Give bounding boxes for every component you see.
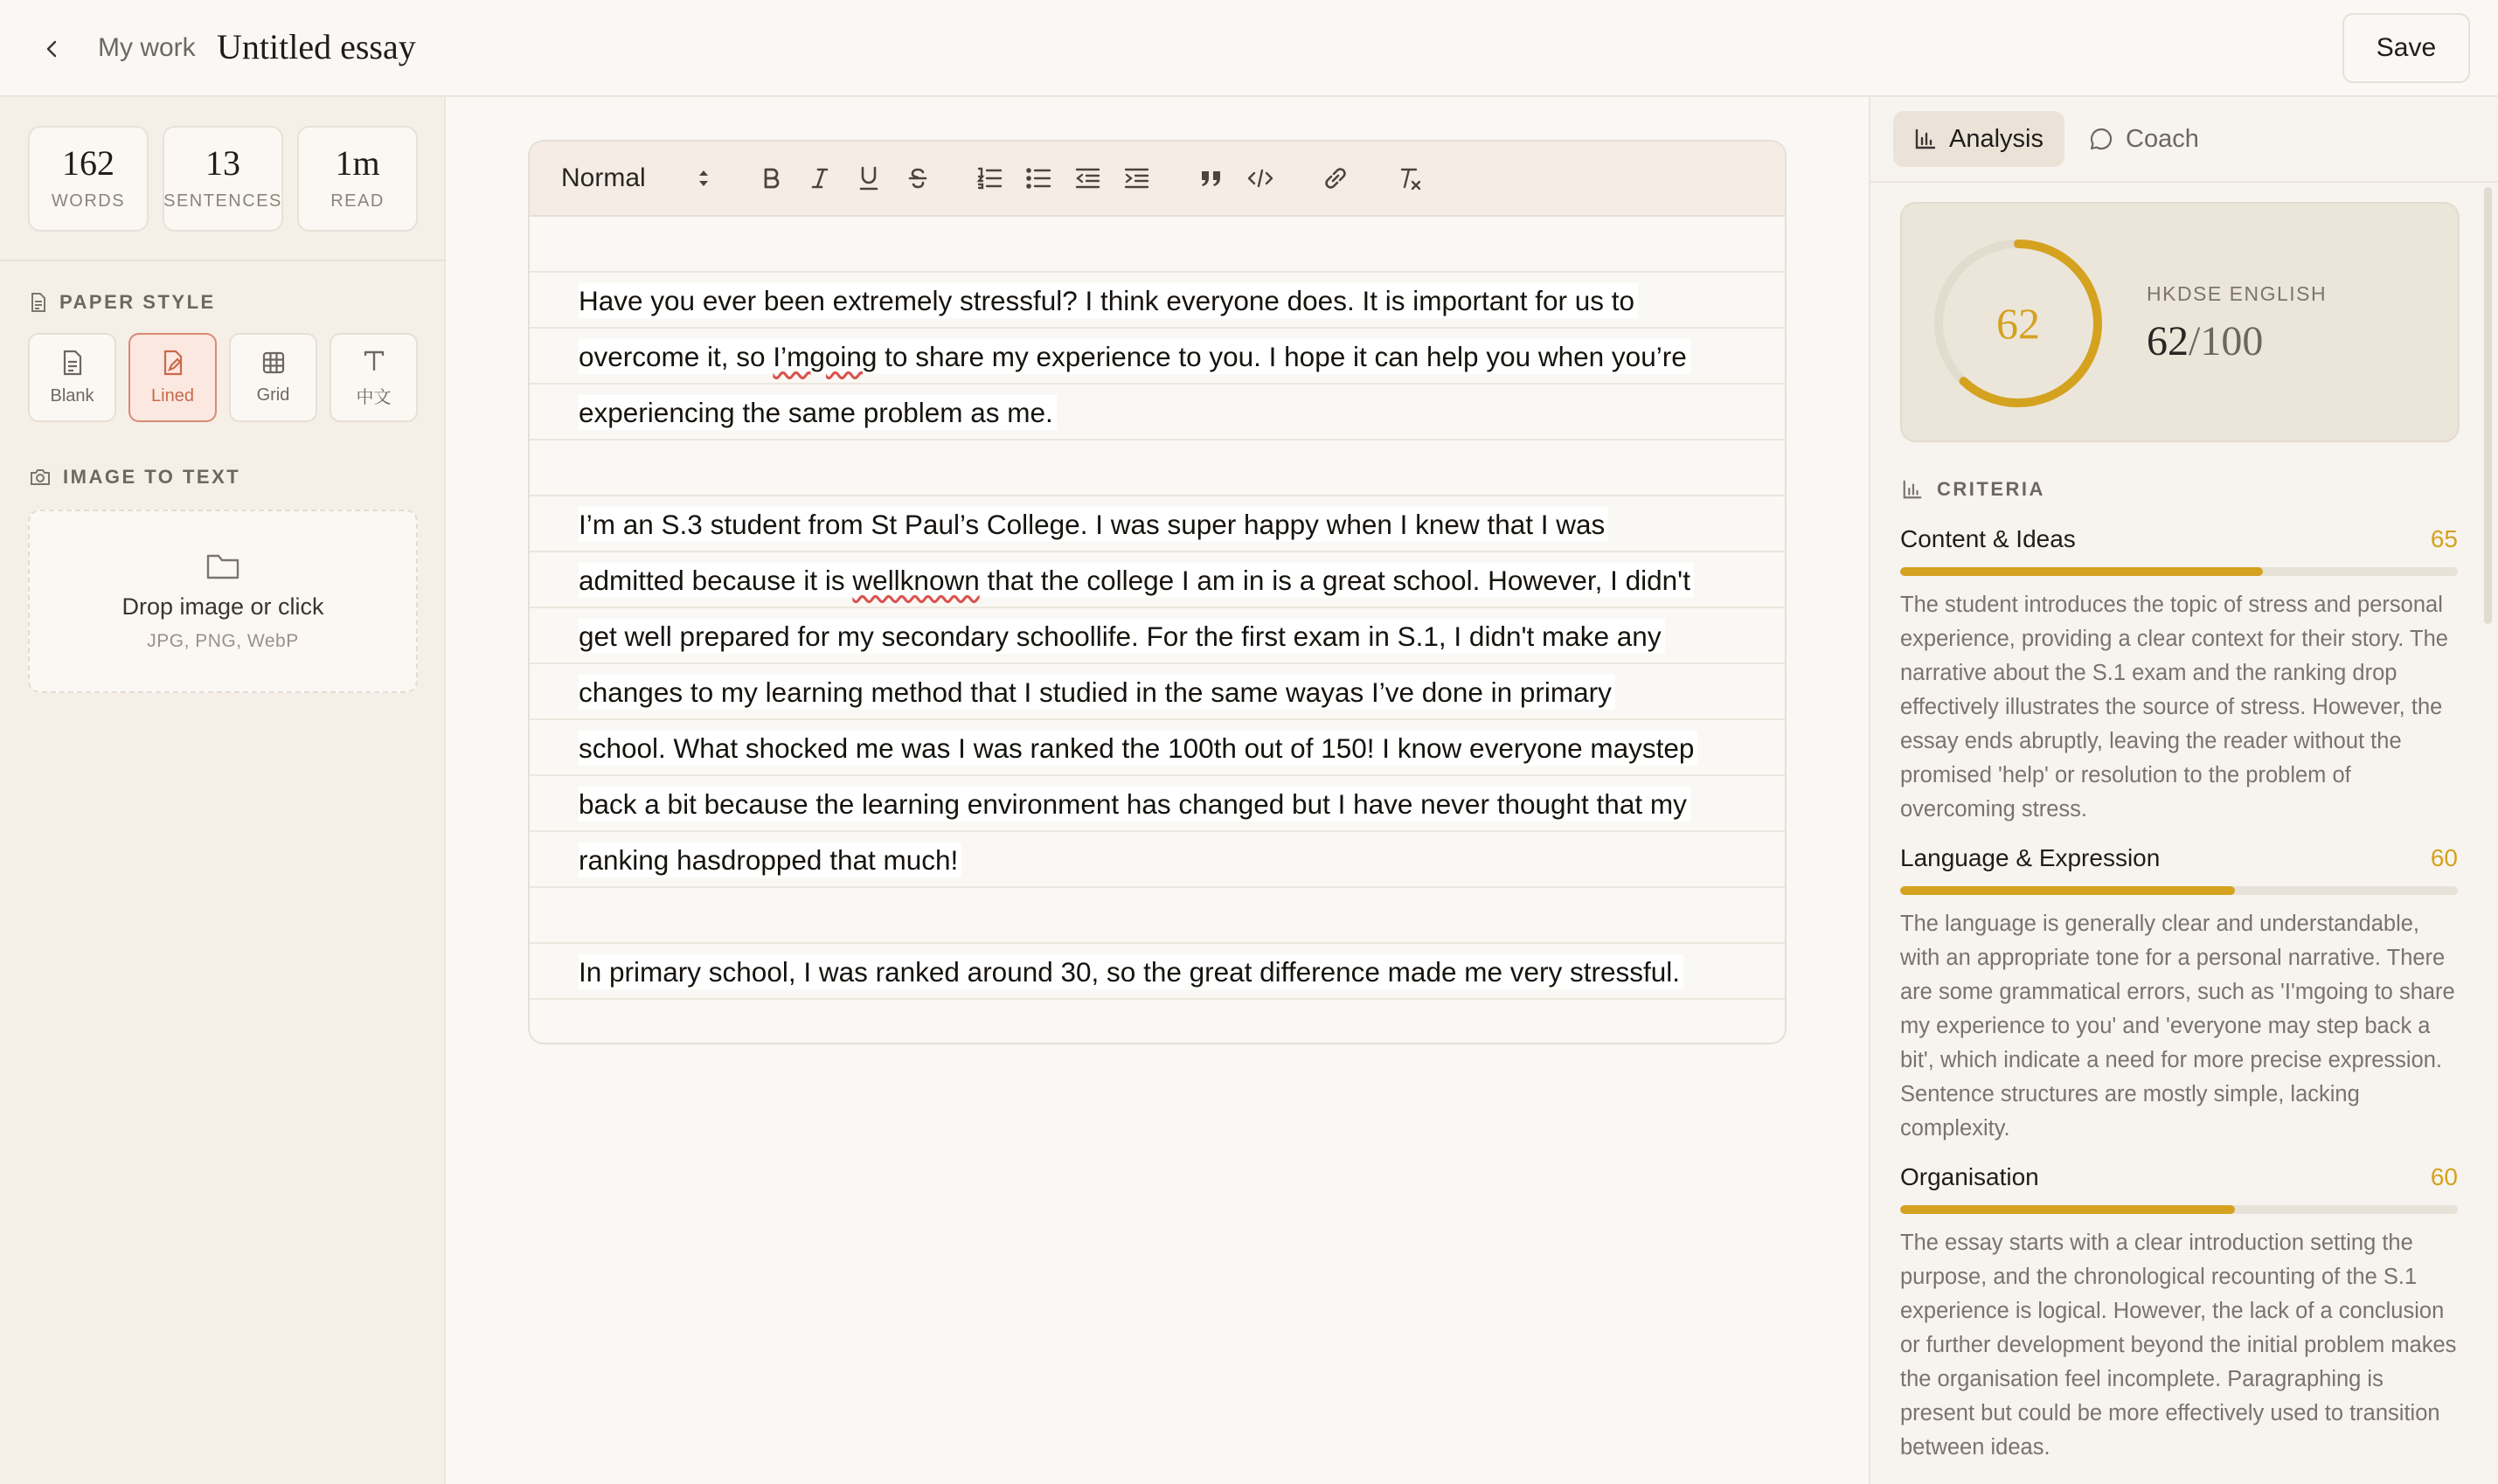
tab-analysis[interactable] [1893,111,2064,167]
criterion-bar [1900,1205,2458,1214]
criterion-bar [1900,567,2458,576]
exam-score [2147,317,2263,365]
underline-icon [858,165,879,191]
dropzone-label: Drop image or click [121,593,324,620]
stat-value: 1m [335,143,380,183]
paper-style-grid-label: Grid [256,385,290,405]
criterion-header [1900,844,2458,872]
criterion-bar [1900,886,2458,895]
bar-chart-icon [1914,128,1937,150]
dropzone-formats: JPG, PNG, WebP [147,630,299,651]
bullet-list-button[interactable] [1019,159,1058,198]
essay-line[interactable] [530,329,1785,385]
essay-line-text: In primary school, I was ranked around 30, so the great difference made me very stressful. [579,954,1683,989]
save-button[interactable]: Save [2342,13,2470,83]
essay-line-text: ranking hasdropped that much! [579,843,961,877]
criterion-bar-fill [1900,567,2263,576]
stat-value: 162 [62,143,114,183]
criterion-feedback: The essay starts with a clear introduction setting the purpose, and the chronological recounting of the S.1 experience is logical. However, the lack of a conclusion or further development beyond the initial problem makes the organisation feel incomplete. Paragraphing is present but could be more effectively used to transition between ideas. [1900,1231,2457,1460]
paper-style-grid[interactable] [229,333,317,422]
criterion-organisation [1900,1163,2458,1465]
quote-icon [1200,168,1223,189]
camera-icon [30,468,51,487]
criterion-bar-fill [1900,886,2235,895]
breadcrumb-my-work[interactable]: My work [98,33,196,62]
ordered-list-icon [976,166,1003,191]
criterion-header [1900,1163,2458,1191]
criterion-header [1900,525,2458,553]
tab-coach-label: Coach [2126,124,2199,153]
ordered-list-button[interactable] [970,159,1009,198]
document-icon [30,292,47,313]
essay-line-text: back a bit because the learning environment has changed but I have never thought that my [579,787,1690,822]
stat-label: SENTENCES [163,191,282,211]
essay-line-text: experiencing the same problem as me. [579,395,1057,430]
essay-line[interactable] [530,776,1785,832]
essay-line[interactable] [530,440,1785,496]
essay-line[interactable] [530,1000,1785,1044]
stats-row [28,126,418,232]
stat-value: 13 [205,143,240,183]
paper-style-chinese-label: 中文 [356,387,392,407]
essay-line[interactable] [530,608,1785,664]
essay-line-text: changes to my learning method that I studied in the same wayas I’ve done in primary [579,675,1615,710]
formatting-toolbar [530,142,1785,217]
paper-style-lined-label: Lined [151,385,194,406]
paper-style-blank[interactable] [28,333,116,422]
underline-button[interactable] [850,159,888,198]
essay-line[interactable] [530,552,1785,608]
panel-tabs [1870,97,2498,183]
tab-analysis-label: Analysis [1949,124,2044,153]
essay-line[interactable] [530,888,1785,944]
exam-label: HKDSE ENGLISH [2147,282,2328,305]
paper-style-blank-label: Blank [50,385,94,406]
exam-score-num: 62 [2147,318,2189,364]
strikethrough-button[interactable] [899,159,937,198]
essay-text-area[interactable] [530,217,1785,1044]
score-value: 62 [1996,299,2040,348]
paper-style-heading [30,291,216,314]
criteria-label: CRITERIA [1937,478,2045,500]
tab-coach[interactable] [2068,111,2220,167]
criterion-name: Content & Ideas [1900,525,2076,552]
criterion-score: 65 [2430,525,2458,552]
bold-icon [760,166,781,191]
chevron-left-icon [42,38,63,59]
essay-line[interactable] [530,273,1785,329]
top-bar [0,0,2498,97]
stat-sentences [163,126,283,232]
document-title[interactable]: Untitled essay [217,27,416,66]
exam-score-den: /100 [2189,318,2264,364]
essay-line[interactable] [530,385,1785,440]
clear-formatting-button[interactable] [1391,159,1430,198]
code-button[interactable] [1241,159,1280,198]
bar-chart-icon [1902,479,1923,500]
criterion-bar-fill [1900,1205,2235,1214]
outdent-button[interactable] [1068,159,1107,198]
left-sidebar [0,97,446,1484]
essay-line-text: school. What shocked me was I was ranked the 100th out of 150! I know everyone maystep [579,731,1697,766]
criterion-name: Organisation [1900,1163,2039,1190]
text-format-value: Normal [561,163,646,192]
folder-icon [205,551,240,581]
essay-line[interactable] [530,217,1785,273]
indent-icon [1123,166,1149,191]
image-to-text-label: IMAGE TO TEXT [63,466,241,488]
file-icon [61,350,84,376]
essay-line-text: admitted because it is wellknown that the college I am in is a great school. However, I didn't [579,563,1694,598]
stat-words [28,126,149,232]
strikethrough-icon [907,166,928,191]
criterion-score: 60 [2430,1163,2458,1190]
criterion-feedback: The language is generally clear and understandable, with an appropriate tone for a personal narrative. There are some grammatical errors, such as 'I'mgoing to share my experience to you' and 'everyone may step back a bit', which indicate a need for more precise expression. Sentence structures are mostly simple, lacking complexity. [1900,912,2455,1141]
text-format-select[interactable] [561,159,710,198]
panel-scrollbar[interactable] [2484,187,2492,624]
essay-line[interactable] [530,944,1785,1000]
essay-line-text: I’m an S.3 student from St Paul’s College. I was super happy when I knew that I was [579,507,1608,542]
bold-button[interactable] [752,159,790,198]
criteria-heading [1902,478,2045,501]
essay-line-text: Have you ever been extremely stressful? I think everyone does. It is important for us to [579,283,1638,318]
chat-bubble-icon [2089,127,2113,151]
criterion-feedback: The student introduces the topic of stress and personal experience, providing a clear context for their story. The narrative about the S.1 exam and the ranking drop effectively illustrates the source of stress. However, the essay ends abruptly, leaving the reader without the promised 'help' or resolution to the problem of overcoming stress. [1900,593,2448,822]
stat-label: READ [330,191,385,211]
criterion-language-expression [1900,844,2458,1146]
stat-read [297,126,418,232]
image-dropzone[interactable] [28,510,418,693]
text-icon [362,348,386,372]
analysis-panel [1869,97,2498,1484]
paper-style-options [28,333,418,422]
essay-line-text: overcome it, so I’mgoing to share my experience to you. I hope it can help you when you’re [579,339,1690,374]
file-pen-icon [162,350,184,376]
essay-line[interactable] [530,664,1785,720]
image-to-text-heading [30,466,240,489]
paper-style-label: PAPER STYLE [59,291,216,313]
stat-label: WORDS [51,191,126,211]
paper-style-chinese[interactable] [330,333,418,422]
italic-icon [810,166,829,191]
essay-line-text: get well prepared for my secondary schoollife. For the first exam in S.1, I didn't make any [579,619,1665,654]
blockquote-button[interactable] [1192,159,1231,198]
clear-format-icon [1398,165,1424,191]
indent-button[interactable] [1117,159,1155,198]
chevron-updown-icon [697,169,710,188]
score-card [1900,202,2460,442]
spelling-error[interactable]: I’mgoing [773,341,878,372]
back-button[interactable] [33,30,72,68]
spelling-error[interactable]: wellknown [852,565,980,596]
link-icon [1322,165,1349,191]
italic-button[interactable] [801,159,839,198]
divider [0,260,446,261]
link-button[interactable] [1316,159,1355,198]
grid-icon [261,350,286,375]
bullet-list-icon [1025,166,1051,191]
outdent-icon [1074,166,1100,191]
criterion-content-ideas [1900,525,2458,827]
essay-line[interactable] [530,832,1785,888]
criterion-score: 60 [2430,844,2458,871]
paper-style-lined[interactable] [128,333,217,422]
essay-line[interactable] [530,496,1785,552]
essay-line[interactable] [530,720,1785,776]
code-icon [1247,168,1273,189]
essay-editor [528,140,1787,1044]
criterion-name: Language & Expression [1900,844,2161,871]
